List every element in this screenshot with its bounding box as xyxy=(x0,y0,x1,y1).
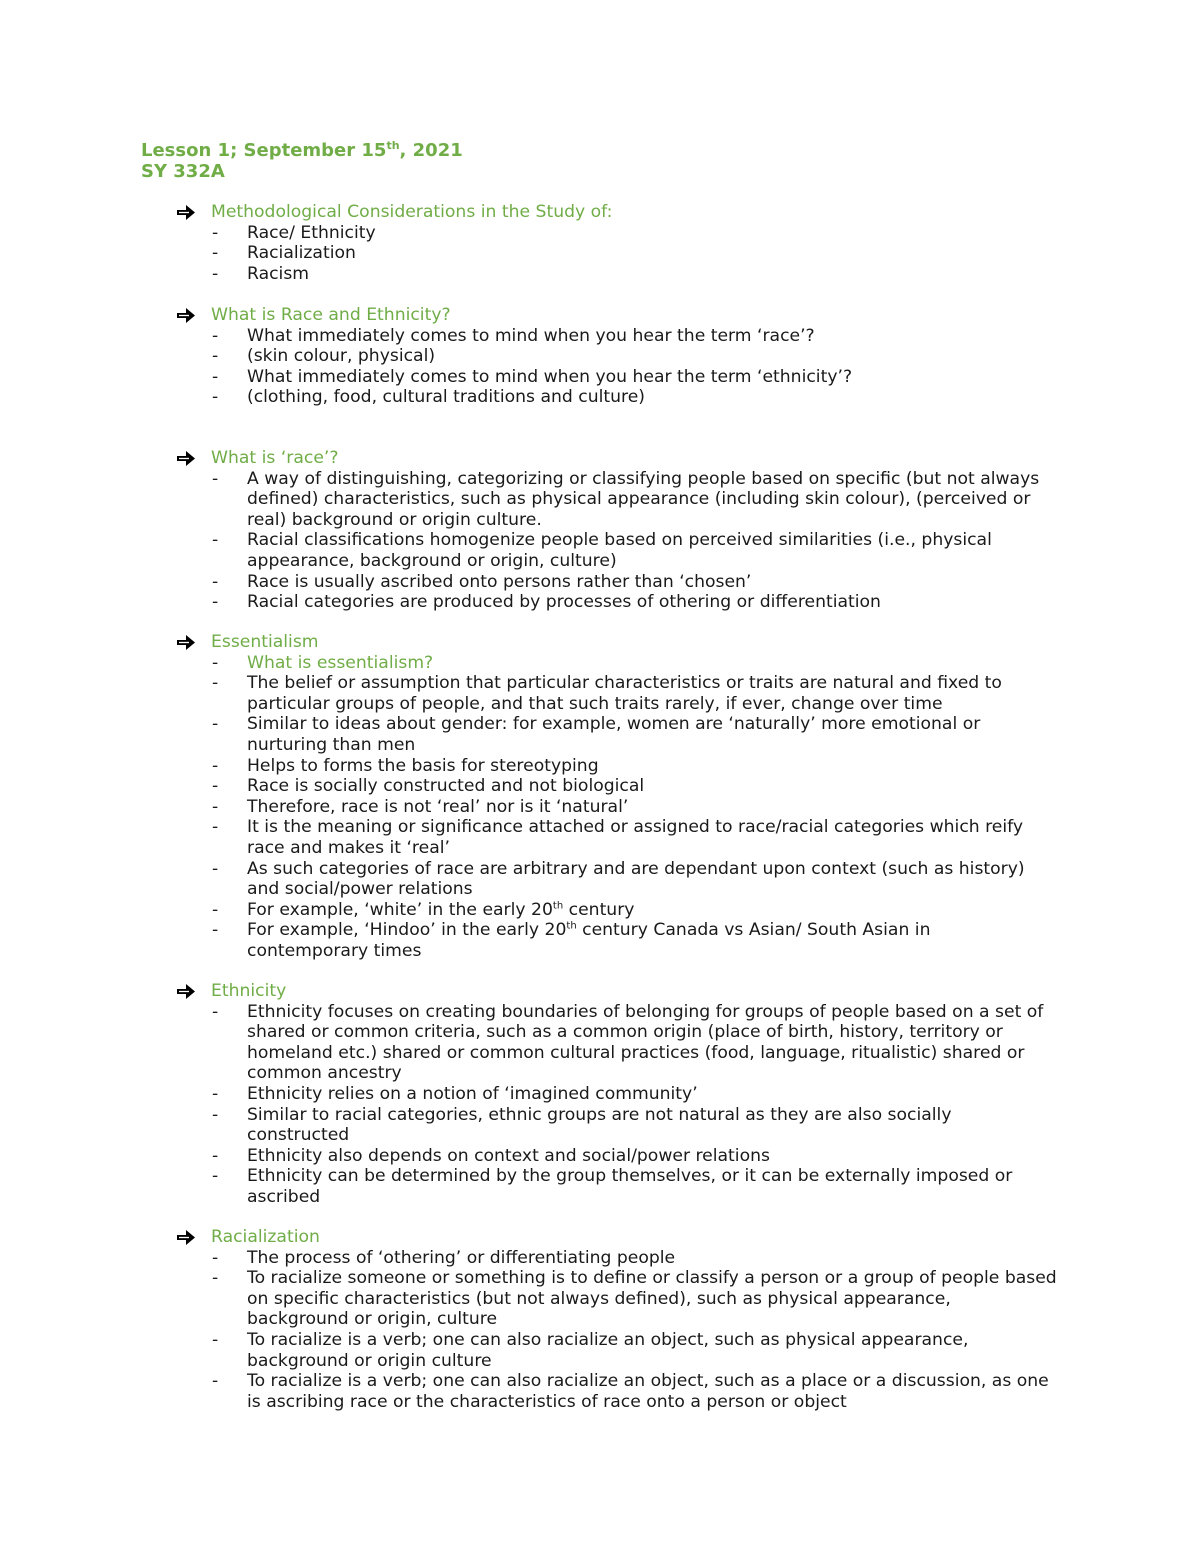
list-item: - Helps to forms the basis for stereotyping xyxy=(212,755,599,776)
list-item: - (clothing, food, cultural traditions and culture) xyxy=(212,387,645,408)
list-item: - What is essentialism? xyxy=(212,652,434,673)
list-item: - Race is usually ascribed onto persons rather than ‘chosen’ xyxy=(212,571,752,592)
section-race-ethnicity xyxy=(0,305,1200,408)
list-item: - Similar to racial categories, ethnic groups are not natural as they are also socially constructed xyxy=(212,1104,952,1146)
list-item: - Racialization xyxy=(212,243,356,264)
section-header xyxy=(0,448,1200,469)
list-item: - Therefore, race is not ‘real’ nor is it ‘natural’ xyxy=(212,796,629,817)
section-title: Racialization xyxy=(211,1227,320,1247)
course-code: SY 332A xyxy=(141,161,225,182)
section-title: Ethnicity xyxy=(211,981,287,1001)
section-what-is-race xyxy=(0,448,1200,613)
list-item: - For example, ‘Hindoo’ in the early 20th century Canada vs Asian/ South Asian in contemporary times xyxy=(212,920,931,961)
lesson-heading: Lesson 1; September 15th, 2021 xyxy=(141,139,463,161)
list-item: - Ethnicity focuses on creating boundaries of belonging for groups of people based on a set of shared or common criteria, such as a common origin (place of birth, history, territory or homeland etc.) shared or common cultural practices (food, language, ritualistic) shared or common ancestry xyxy=(212,1001,1044,1084)
list-item: - Racial classifications homogenize people based on perceived similarities (i.e., physical appearance, background or origin, culture) xyxy=(212,530,992,571)
arrow-right-icon xyxy=(176,204,196,221)
list-item: - To racialize is a verb; one can also racialize an object, such as physical appearance, background or origin culture xyxy=(212,1329,969,1371)
list-item: - Racism xyxy=(212,263,310,284)
list-item: - (skin colour, physical) xyxy=(212,346,436,367)
list-item: - To racialize someone or something is to define or classify a person or a group of people based on specific characteristics (but not always defined), such as physical appearance, background or origin, culture xyxy=(212,1268,1057,1330)
list-item: - Race/ Ethnicity xyxy=(212,222,376,243)
section-header xyxy=(0,202,1200,223)
list-item: - Ethnicity also depends on context and social/power relations xyxy=(212,1145,770,1166)
list-item: - Similar to ideas about gender: for example, women are ‘naturally’ more emotional or nurturing than men xyxy=(212,714,981,755)
section-header xyxy=(0,632,1200,653)
section-header xyxy=(0,305,1200,326)
section-title: Essentialism xyxy=(211,632,319,652)
list-item: - Race is socially constructed and not biological xyxy=(212,776,645,797)
list-item: - What immediately comes to mind when you hear the term ‘ethnicity’? xyxy=(212,366,853,387)
section-title: What is ‘race’? xyxy=(211,448,339,468)
section-essentialism xyxy=(0,632,1200,962)
list-item: - A way of distinguishing, categorizing or classifying people based on specific (but not always defined) characteristics, such as physical appearance (including skin colour), (perceived or real) background or origin culture. xyxy=(212,468,1040,530)
section-ethnicity xyxy=(0,981,1200,1208)
list-item: - Ethnicity can be determined by the group themselves, or it can be externally imposed or ascribed xyxy=(212,1166,1013,1207)
arrow-right-icon xyxy=(176,1229,196,1246)
list-item: - It is the meaning or significance attached or assigned to race/racial categories which reify race and makes it ‘real’ xyxy=(212,817,1024,858)
list-item: - Racial categories are produced by processes of othering or differentiation xyxy=(212,592,881,613)
list-item: - What immediately comes to mind when you hear the term ‘race’? xyxy=(212,325,815,346)
arrow-right-icon xyxy=(176,983,196,1000)
section-header xyxy=(0,1227,1200,1248)
list-item: - As such categories of race are arbitrary and are dependant upon context (such as history) and social/power relations xyxy=(212,858,1025,900)
section-methodological xyxy=(0,202,1200,284)
arrow-right-icon xyxy=(176,450,196,467)
section-title: Methodological Considerations in the Study of: xyxy=(211,202,613,222)
list-item: - For example, ‘white’ in the early 20th century xyxy=(212,899,635,920)
arrow-right-icon xyxy=(176,307,196,324)
list-item: - To racialize is a verb; one can also racialize an object, such as a place or a discussion, as one is ascribing race or the characteristics of race onto a person or object xyxy=(212,1371,1049,1412)
list-item: - Ethnicity relies on a notion of ‘imagined community’ xyxy=(212,1083,698,1104)
arrow-right-icon xyxy=(176,634,196,651)
section-racialization xyxy=(0,1227,1200,1412)
section-header xyxy=(0,981,1200,1002)
list-item: - The process of ‘othering’ or differentiating people xyxy=(212,1247,676,1268)
section-title: What is Race and Ethnicity? xyxy=(211,305,451,325)
list-item: - The belief or assumption that particular characteristics or traits are natural and fixed to particular groups of people, and that such traits rarely, if ever, change over time xyxy=(212,673,1002,714)
